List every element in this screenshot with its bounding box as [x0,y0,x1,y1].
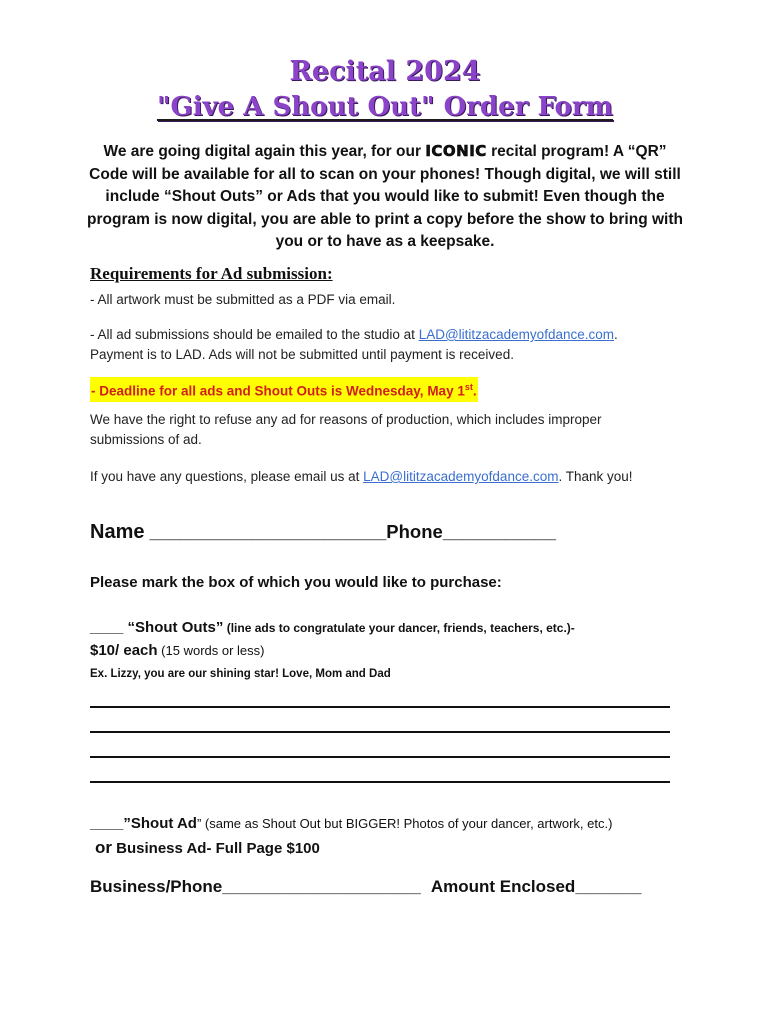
amount-field[interactable]: _______ [575,877,642,896]
purchase-prompt: Please mark the box of which you would like to purchase: [90,574,502,591]
shout-out-example: Ex. Lizzy, you are our shining star! Love, Mom and Dad [90,668,391,680]
requirement-payment: Payment is to LAD. Ads will not be submitted until payment is received. [90,347,514,362]
page-title: Recital 2024 [289,56,481,87]
questions-end: . Thank you! [558,469,633,484]
shout-ad-checkbox-blank[interactable]: ____ [90,815,124,832]
shout-out-desc: (line ads to congratulate your dancer, friends, teachers, etc.)- [223,621,575,635]
name-field[interactable]: _______________________ [144,521,387,542]
phone-field[interactable]: ___________ [442,521,556,542]
refuse-notice: We have the right to refuse any ad for reasons of production, which includes improper submissions of ad. [90,412,602,447]
shout-out-write-line-4[interactable] [90,781,670,783]
shout-out-checkbox-blank[interactable]: ____ [90,619,128,636]
shout-out-price: $10/ each [90,642,158,659]
intro-paragraph [85,140,685,254]
business-amount-line [90,877,642,897]
deadline-text: - Deadline for all ads and Shout Outs is Wednesday, May 1 [91,383,465,399]
shout-out-write-line-2[interactable] [90,731,670,733]
phone-label: Phone [386,521,443,542]
intro-part2: recital program! A “QR” Code will be available for all to scan on your phones! Though digital, we will still include “Shout Outs” or Ads that you would like to submit! Even though the program is now digital, you are able to print a copy before the show to bring with you or to have as a keepsake. [87,143,683,250]
questions-line [90,467,690,487]
shout-out-price-line [90,642,264,659]
name-label: Name [90,521,145,543]
shout-ad-desc: ” (same as Shout Out but BIGGER! Photos of your dancer, artwork, etc.) [196,816,613,831]
shout-out-limit: (15 words or less) [157,643,265,658]
requirement-email-text: - All ad submissions should be emailed to the studio at [90,327,419,342]
shout-out-write-line-3[interactable] [90,756,670,758]
shout-ad-title: ”Shout Ad [123,815,197,832]
business-ad-text: Business Ad- Full Page $100 [112,840,320,857]
requirement-email-end: . [613,327,618,342]
requirement-pdf: - All artwork must be submitted as a PDF via email. [90,292,396,307]
questions-text: If you have any questions, please email us at [90,469,364,484]
iconic-brand: ICONIC [425,142,487,160]
shout-out-title: “Shout Outs” [127,619,224,636]
deadline-notice [90,377,478,402]
deadline-end: . [472,383,477,399]
shout-out-option [90,619,575,636]
shout-out-write-line-1[interactable] [90,706,670,708]
subtitle-text: "Give A Shout Out" Order Form [156,92,614,122]
shout-ad-option [90,815,612,832]
requirement-email [90,325,690,365]
business-ad-option [95,838,320,858]
email-link-2[interactable]: LAD@lititzacademyofdance.com [363,469,559,484]
deadline-sup: st [464,382,473,392]
business-phone-label: Business/Phone [90,877,223,896]
requirements-heading: Requirements for Ad submission: [90,264,333,283]
or-label: or [95,838,112,857]
name-phone-line [90,521,556,544]
page-subtitle [0,92,770,122]
intro-part1: We are going digital again this year, for our [103,143,426,160]
amount-label: Amount Enclosed [430,877,576,896]
business-phone-field[interactable]: _____________________ [222,877,421,896]
email-link[interactable]: LAD@lititzacademyofdance.com [418,327,614,342]
